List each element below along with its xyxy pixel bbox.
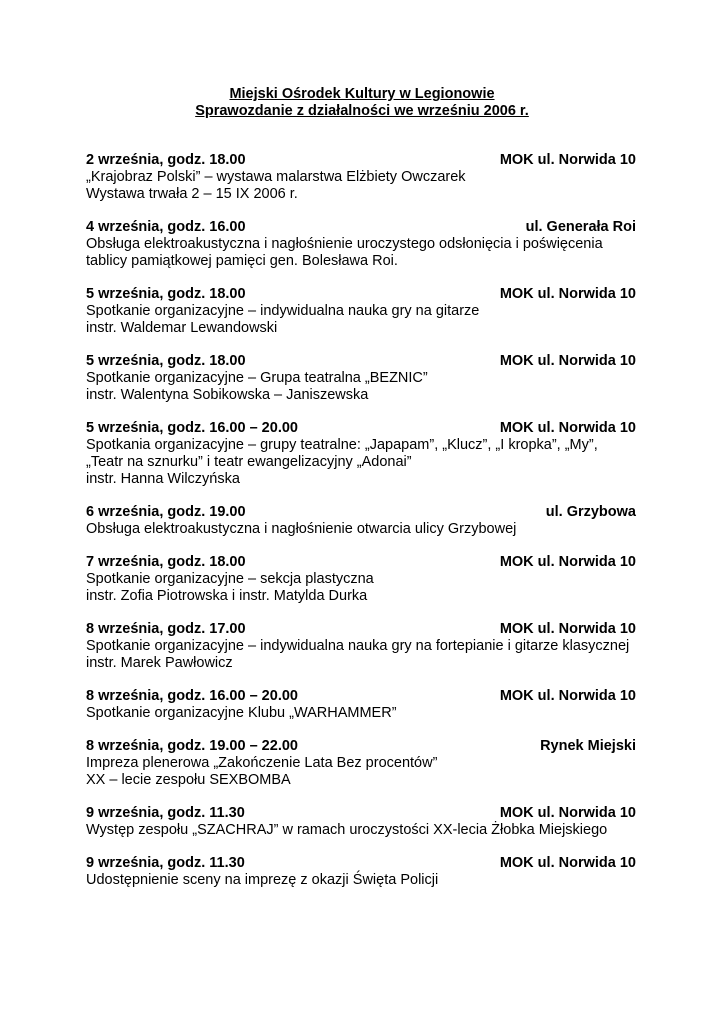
event-entry	[86, 621, 636, 672]
event-date: 6 września, godz. 19.00	[86, 504, 246, 520]
event-header	[86, 152, 636, 169]
event-entry	[86, 554, 636, 605]
event-description-line: instr. Walentyna Sobikowska – Janiszewska	[86, 387, 369, 403]
event-description-line: „Krajobraz Polski” – wystawa malarstwa Elżbiety Owczarek	[86, 169, 466, 185]
event-entry	[86, 805, 636, 839]
event-description-line: Udostępnienie sceny na imprezę z okazji Święta Policji	[86, 872, 439, 888]
event-location: MOK ul. Norwida 10	[499, 805, 636, 821]
event-date: 5 września, godz. 16.00 – 20.00	[86, 420, 298, 436]
event-entry	[86, 688, 636, 722]
event-description-line: Impreza plenerowa „Zakończenie Lata Bez procentów”	[86, 755, 438, 771]
event-date: 8 września, godz. 16.00 – 20.00	[86, 688, 298, 704]
event-description-line: „Teatr na sznurku” i teatr ewangelizacyjny „Adonai”	[86, 454, 412, 470]
document-subtitle: Sprawozdanie z działalności we wrześniu 2006 r.	[195, 103, 529, 119]
event-description-line: Spotkanie organizacyjne – indywidualna nauka gry na gitarze	[86, 303, 480, 319]
event-location: MOK ul. Norwida 10	[499, 554, 636, 570]
event-location: ul. Generała Roi	[525, 219, 636, 235]
event-location: MOK ul. Norwida 10	[499, 420, 636, 436]
event-header	[86, 286, 636, 303]
event-description-line: instr. Waldemar Lewandowski	[86, 320, 278, 336]
document-title: Miejski Ośrodek Kultury w Legionowie	[229, 86, 495, 102]
event-date: 9 września, godz. 11.30	[86, 855, 245, 871]
event-description-line: Obsługa elektroakustyczna i nagłośnienie uroczystego odsłonięcia i poświęcenia	[86, 236, 603, 252]
event-list	[86, 152, 636, 905]
event-date: 2 września, godz. 18.00	[86, 152, 246, 168]
event-location: ul. Grzybowa	[545, 504, 636, 520]
event-entry	[86, 504, 636, 538]
event-header	[86, 504, 636, 521]
event-entry	[86, 855, 636, 889]
event-header	[86, 738, 636, 755]
event-description-line: Spotkanie organizacyjne Klubu „WARHAMMER”	[86, 705, 397, 721]
event-description-line: Spotkanie organizacyjne – sekcja plastyczna	[86, 571, 374, 587]
event-description-line: Obsługa elektroakustyczna i nagłośnienie otwarcia ulicy Grzybowej	[86, 521, 517, 537]
event-date: 8 września, godz. 19.00 – 22.00	[86, 738, 298, 754]
event-header	[86, 805, 636, 822]
document-header	[0, 86, 724, 120]
event-header	[86, 353, 636, 370]
event-description-line: instr. Zofia Piotrowska i instr. Matylda Durka	[86, 588, 368, 604]
event-location: MOK ul. Norwida 10	[499, 353, 636, 369]
event-entry	[86, 152, 636, 203]
event-date: 4 września, godz. 16.00	[86, 219, 246, 235]
event-entry	[86, 420, 636, 488]
event-location: MOK ul. Norwida 10	[499, 152, 636, 168]
event-date: 8 września, godz. 17.00	[86, 621, 246, 637]
event-location: Rynek Miejski	[540, 738, 636, 754]
event-date: 5 września, godz. 18.00	[86, 286, 246, 302]
event-description-line: tablicy pamiątkowej pamięci gen. Bolesława Roi.	[86, 253, 398, 269]
event-description-line: instr. Marek Pawłowicz	[86, 655, 233, 671]
event-date: 7 września, godz. 18.00	[86, 554, 246, 570]
event-description-line: Występ zespołu „SZACHRAJ” w ramach uroczystości XX-lecia Żłobka Miejskiego	[86, 822, 608, 838]
event-date: 5 września, godz. 18.00	[86, 353, 246, 369]
event-description-line: XX – lecie zespołu SEXBOMBA	[86, 772, 291, 788]
event-header	[86, 688, 636, 705]
event-header	[86, 554, 636, 571]
event-description-line: Spotkanie organizacyjne – indywidualna nauka gry na fortepianie i gitarze klasycznej	[86, 638, 630, 654]
event-description-line: Spotkania organizacyjne – grupy teatralne: „Japapam”, „Klucz”, „I kropka”, „My”,	[86, 437, 598, 453]
event-header	[86, 420, 636, 437]
event-entry	[86, 738, 636, 789]
event-location: MOK ul. Norwida 10	[499, 286, 636, 302]
event-location: MOK ul. Norwida 10	[499, 688, 636, 704]
event-description-line: instr. Hanna Wilczyńska	[86, 471, 240, 487]
event-date: 9 września, godz. 11.30	[86, 805, 245, 821]
event-entry	[86, 219, 636, 270]
event-location: MOK ul. Norwida 10	[499, 621, 636, 637]
event-header	[86, 621, 636, 638]
event-location: MOK ul. Norwida 10	[499, 855, 636, 871]
event-entry	[86, 286, 636, 337]
event-description-line: Spotkanie organizacyjne – Grupa teatralna „BEZNIC”	[86, 370, 428, 386]
event-header	[86, 855, 636, 872]
event-entry	[86, 353, 636, 404]
event-header	[86, 219, 636, 236]
event-description-line: Wystawa trwała 2 – 15 IX 2006 r.	[86, 186, 298, 202]
